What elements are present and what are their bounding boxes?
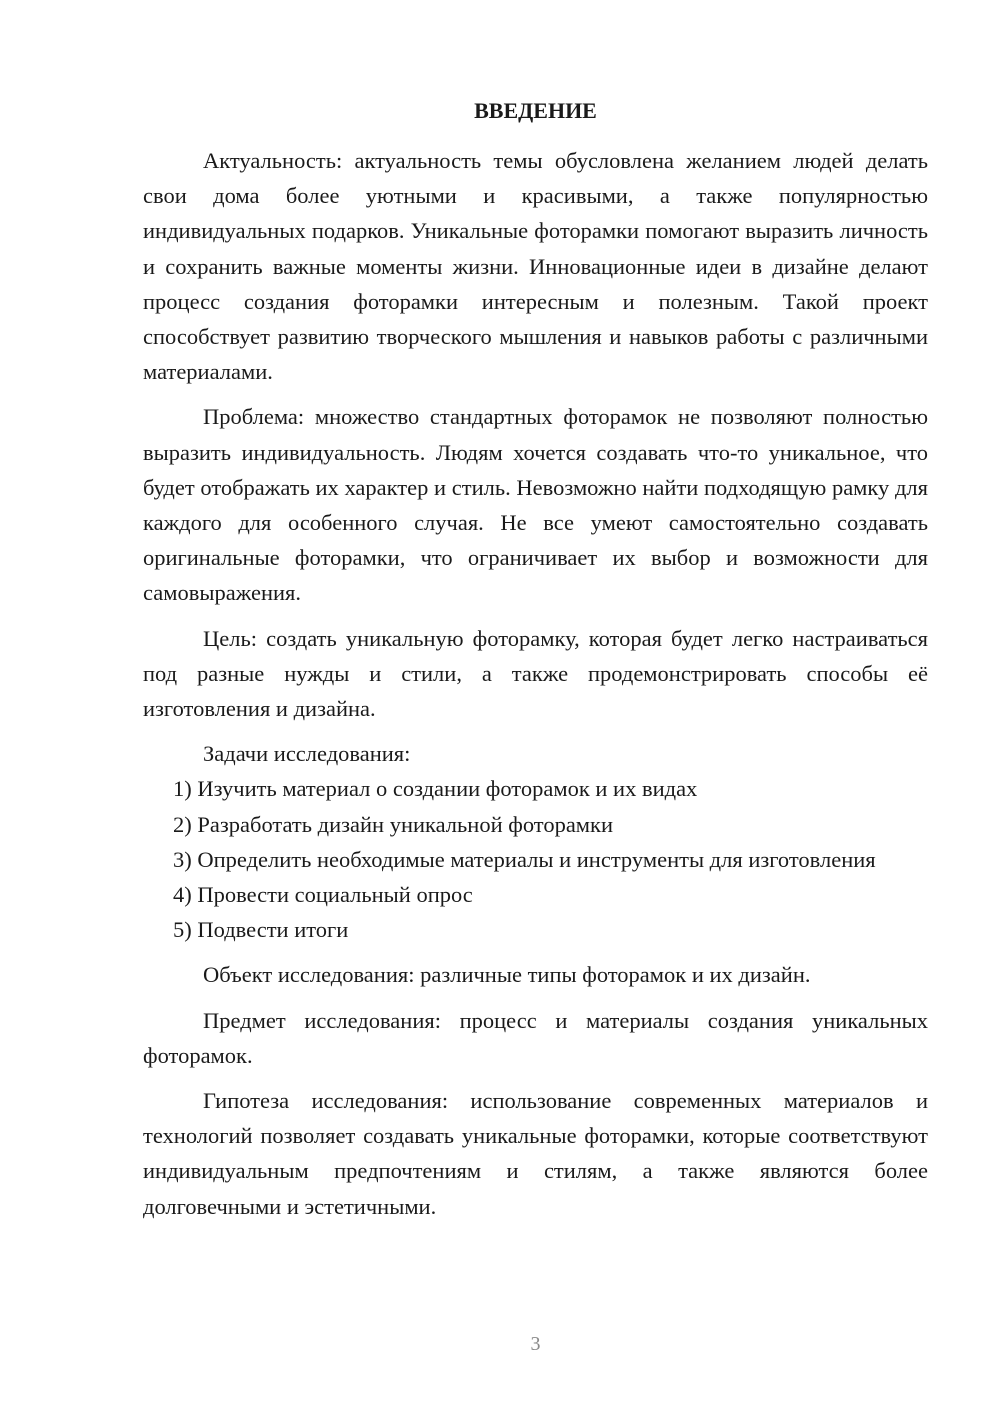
page-number: 3 [530,1333,541,1355]
paragraph-problem: Проблема: множество стандартных фоторамок не позволяют полностью выразить индивидуальность. Людям хочется создавать что-то уникальное, что будет отображать их характер и стиль. Невозможно найти подходящую рамку для каждого для особенного случая. Не все умеют самостоятельно создавать оригинальные фоторамки, что ограничивает их выбор и возможности для самовыражения. [143,404,928,606]
paragraph-subject: Предмет исследования: процесс и материалы создания уникальных фоторамок. [143,1007,928,1068]
paragraph-tasks-title: Задачи исследования: [203,741,411,767]
document-body [143,143,928,1224]
paragraph-object: Объект исследования: различные типы фоторамок и их дизайн. [203,962,811,988]
document-page [143,0,928,1414]
task-item-2: 2) Разработать дизайн уникальной фоторамки [173,811,614,837]
paragraph-relevance: Актуальность: актуальность темы обусловлена желанием людей делать свои дома более уютными и красивыми, а также популярностью индивидуальных подарков. Уникальные фоторамки помогают выразить личность и сохранить важные моменты жизни. Инновационные идеи в дизайне делают процесс создания фоторамки интересным и полезным. Такой проект способствует развитию творческого мышления и навыков работы с различными материалами. [143,148,928,385]
task-item-5: 5) Подвести итоги [173,917,349,943]
task-item-3: 3) Определить необходимые материалы и инструменты для изготовления [173,846,876,872]
paragraph-hypothesis: Гипотеза исследования: использование современных материалов и технологий позволяет создавать уникальные фоторамки, которые соответствуют индивидуальным предпочтениям и стилям, а также являются более долговечными и эстетичными. [143,1088,928,1219]
section-heading: ВВЕДЕНИЕ [474,98,597,123]
task-item-4: 4) Провести социальный опрос [173,882,473,908]
paragraph-goal: Цель: создать уникальную фоторамку, которая будет легко настраиваться под разные нужды и стили, а также продемонстрировать способы её изготовления и дизайна. [143,625,928,722]
task-item-1: 1) Изучить материал о создании фоторамок и их видах [173,776,698,802]
